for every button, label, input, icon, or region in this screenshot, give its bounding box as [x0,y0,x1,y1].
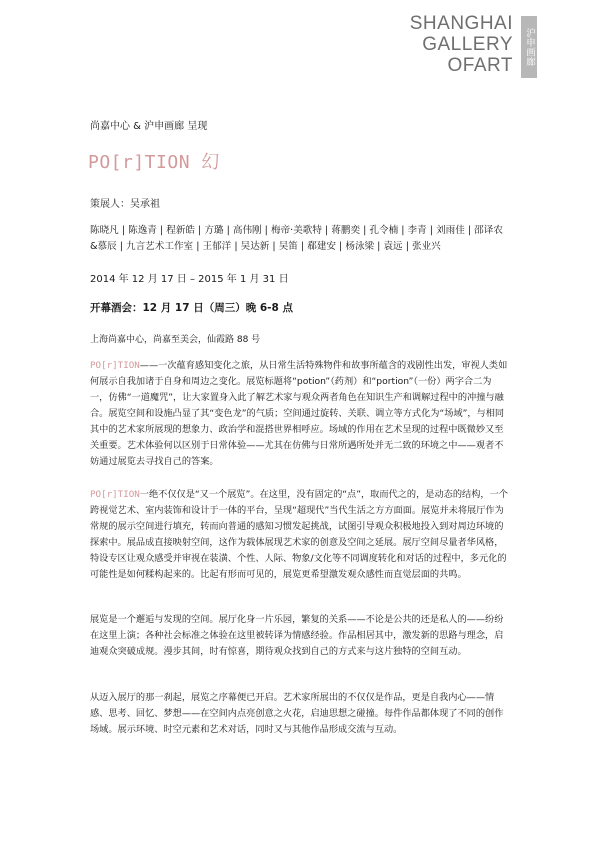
logo-line-1: SHANGHAI [409,13,513,34]
logo-seal: 沪申画廊 [521,16,537,78]
paragraph-1 [90,358,508,470]
paragraph-1-lead: PO[r]TION [90,360,140,371]
paragraph-4 [90,690,508,738]
logo-line-2: GALLERY [422,34,513,55]
exhibition-title: PO[r]TION 幻 [88,152,220,173]
paragraph-3 [90,612,508,660]
paragraph-1-text: ——一次蕴育感知变化之旅，从日常生活特殊物件和故事所蕴含的戏剧性出发，审视人类如何展示自我加诸于自身和周边之变化。展览标题将“potion”（药剂）和“portion”（一份）两字合二为一，仿佛“一道魔咒”，让大家置身入此了解艺术家与观众两者角色在知识生产和调解过程中的冲撞与融合。展览空间和设施凸显了其“变色龙”的气质；空间通过旋转、关联、调立等方式化为“场域”，与相同其中的艺术家所展现的想象力、政治学和混搭世界相呼应。场域的作用在艺术呈现的过程中既微妙又至关重要。艺术体验何以区别于日常体验——尤其在仿佛与日常所遇所处并无二致的环境之中——观者不妨通过展览去寻找自己的答案。 [90,360,508,467]
logo-wordmark [385,13,513,76]
paragraph-3-text: 展览是一个邂逅与发现的空间。展厅化身一片乐园，繁复的关系——不论是公共的还是私人的——纷纷在这里上演；各种社会标准之体验在这里被转译为情感经验。作品相居其中，激发新的思路与理念，启迪观众突破成规。漫步其间，时有惊喜，期待观众找到自己的方式来与这片独特的空间互动。 [90,614,504,657]
paragraph-2-text: 一绝不仅仅是“又一个展览”。在这里，没有固定的“点”，取而代之的，是动态的结构，一个跨视觉艺术、室内装饰和设计于一体的平台，呈现“超现代”当代生活之方方面面。展览并未将展厅作为常规的展示空间进行填充，转而向普通的感知习惯发起挑战，试图引导观众积极地投入到对周边环境的探索中。展品成直接映射空间，这作为载体展现艺术家的创意及空间之延展。展厅空间尽量者华风格，特设专区让观众感受并审视在装潢、个性、人际、物象/文化等不同调度转化和对话的过程中，多元化的可能性是如何糅构起来的。比起有形而可见的，展览更希望激发观众感性而直觉层面的共鸣。 [90,489,508,580]
gallery-logo [385,13,575,98]
exhibition-dates: 2014 年 12 月 17 日 – 2015 年 1 月 31 日 [90,274,289,285]
artist-list: 陈晓凡 | 陈逸青 | 程新皓 | 方璐 | 高伟刚 | 梅帝·美歌特 | 蒋鹏奕 | 孔令楠 | 李青 | 刘雨佳 | 邵译农&慕辰 | 九言艺术工作室 | 王郁洋 | 吴达新 | 吴笛 | 郗建安 | 杨泳梁 | 袁远 | 张业兴 [90,225,503,252]
curator-line: 策展人：吴承祖 [90,199,160,210]
logo-line-3: OFART [447,55,513,76]
paragraph-4-text: 从迈入展厅的那一刹起，展览之序幕便已开启。艺术家所展出的不仅仅是作品，更是自我内心——情感、思考、回忆、梦想——在空间内点亮创意之火花，启迪思想之碰撞。每件作品都体现了不同的创作场域。展示环境、时空元素和艺术对话，同时又与其他作品形成交流与互动。 [90,692,504,735]
paragraph-2-lead: PO[r]TION [90,489,140,500]
venue-address: 上海尚嘉中心，尚嘉至美会，仙霞路 88 号 [90,335,261,345]
paragraph-2 [90,487,508,583]
presenters-line: 尚嘉中心 & 沪申画廊 呈现 [90,121,208,132]
opening-reception: 开幕酒会：12 月 17 日（周三）晚 6-8 点 [90,302,293,314]
